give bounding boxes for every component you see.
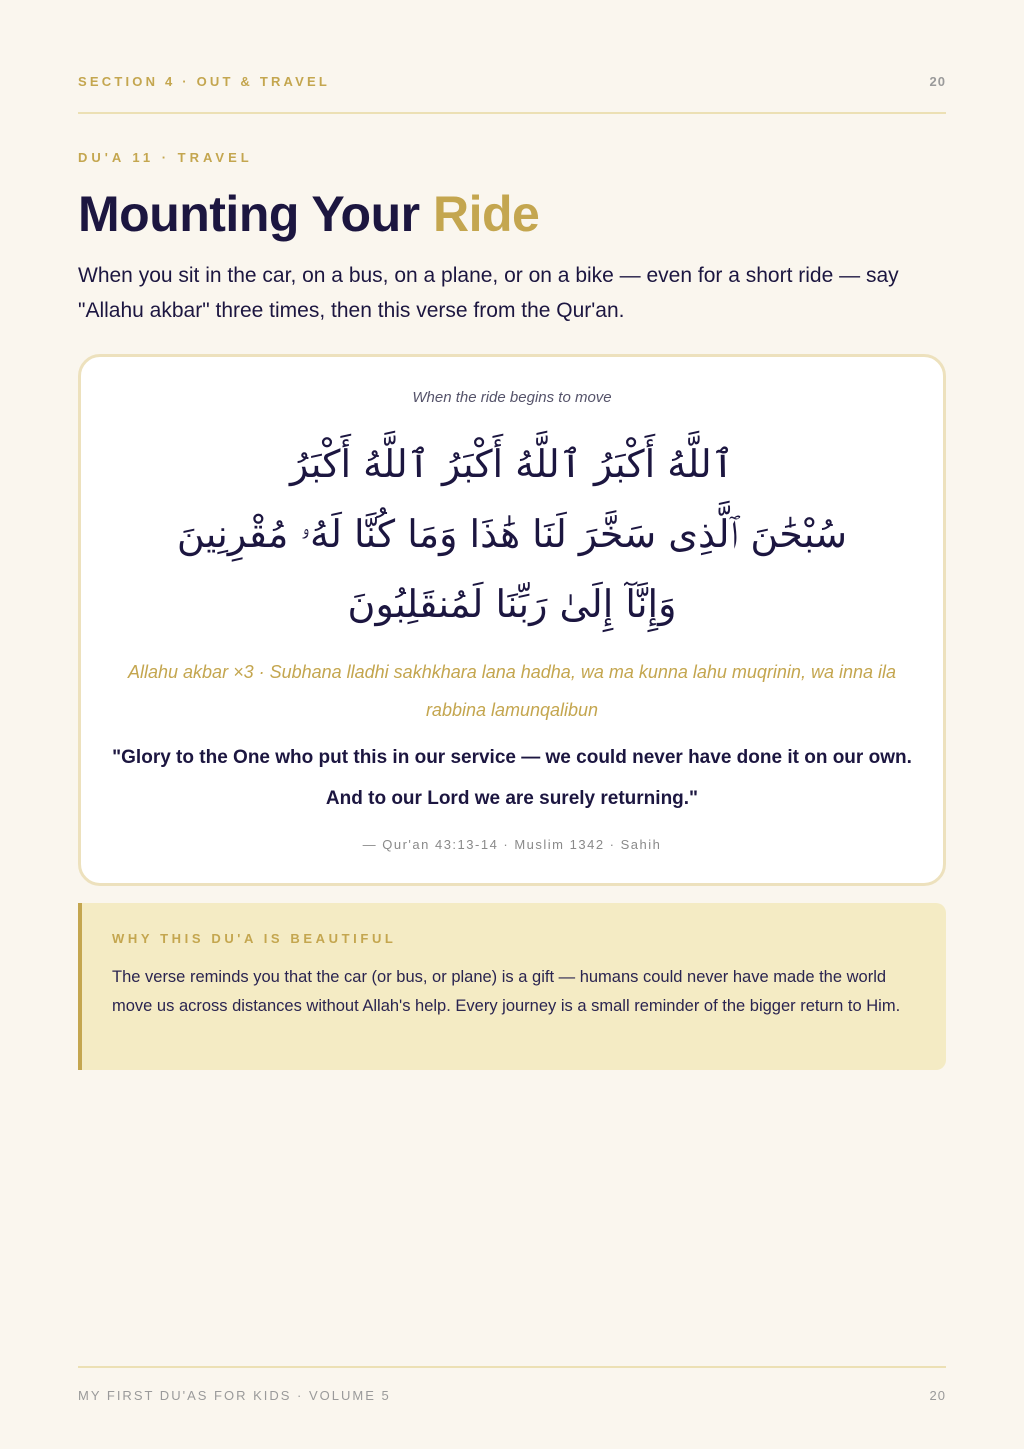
- page-title: [78, 184, 539, 244]
- dua-meaning: "Glory to the One who put this in our service — we could never have done it on our own. And to our Lord we are surely returning.": [112, 747, 912, 809]
- callout-text: The verse reminds you that the car (or bus, or plane) is a gift — humans could never have made the world move us across distances without Allah's help. Every journey is a small reminder of the bigger return to Him.: [112, 968, 901, 1015]
- why-beautiful-callout: [78, 903, 946, 1070]
- transliteration: Allahu akbar ×3 · Subhana lladhi sakhkhara lana hadha, wa ma kunna lahu muqrinin, wa inna ila rabbina lamunqalibun: [128, 662, 896, 720]
- header-divider: [78, 112, 946, 114]
- footer-divider: [78, 1366, 946, 1368]
- section-label: SECTION 4 · OUT & TRAVEL: [78, 74, 331, 89]
- page-footer: [78, 1388, 946, 1403]
- title-main: Mounting Your: [78, 186, 433, 242]
- intro-text: When you sit in the car, on a bus, on a plane, or on a bike — even for a short ride — say "Allahu akbar" three times, then this verse from the Qur'an.: [78, 264, 899, 322]
- title-accent: Ride: [432, 186, 540, 242]
- footer-page-number: 20: [929, 1388, 946, 1403]
- arabic-line: سُبْحَٰنَ ٱلَّذِى سَخَّرَ لَنَا هَٰذَا وَمَا كُنَّا لَهُۥ مُقْرِنِينَ: [176, 512, 848, 556]
- page: [78, 0, 946, 1449]
- page-header: [78, 74, 946, 89]
- arabic-line: ٱللَّهُ أَكْبَرُ ٱللَّهُ أَكْبَرُ ٱللَّهُ أَكْبَرُ: [289, 442, 735, 486]
- dua-card: [78, 354, 946, 886]
- dua-kicker: DU'A 11 · TRAVEL: [78, 150, 253, 165]
- footer-book-title: MY FIRST DU'AS FOR KIDS · VOLUME 5: [78, 1388, 391, 1403]
- header-page-number: 20: [929, 74, 946, 89]
- callout-title: WHY THIS DU'A IS BEAUTIFUL: [112, 931, 397, 946]
- dua-occasion: When the ride begins to move: [412, 389, 612, 406]
- arabic-text: [121, 429, 903, 639]
- arabic-line: وَإِنَّآ إِلَىٰ رَبِّنَا لَمُنقَلِبُونَ: [347, 582, 677, 626]
- dua-source: — Qur'an 43:13-14 · Muslim 1342 · Sahih: [362, 837, 662, 852]
